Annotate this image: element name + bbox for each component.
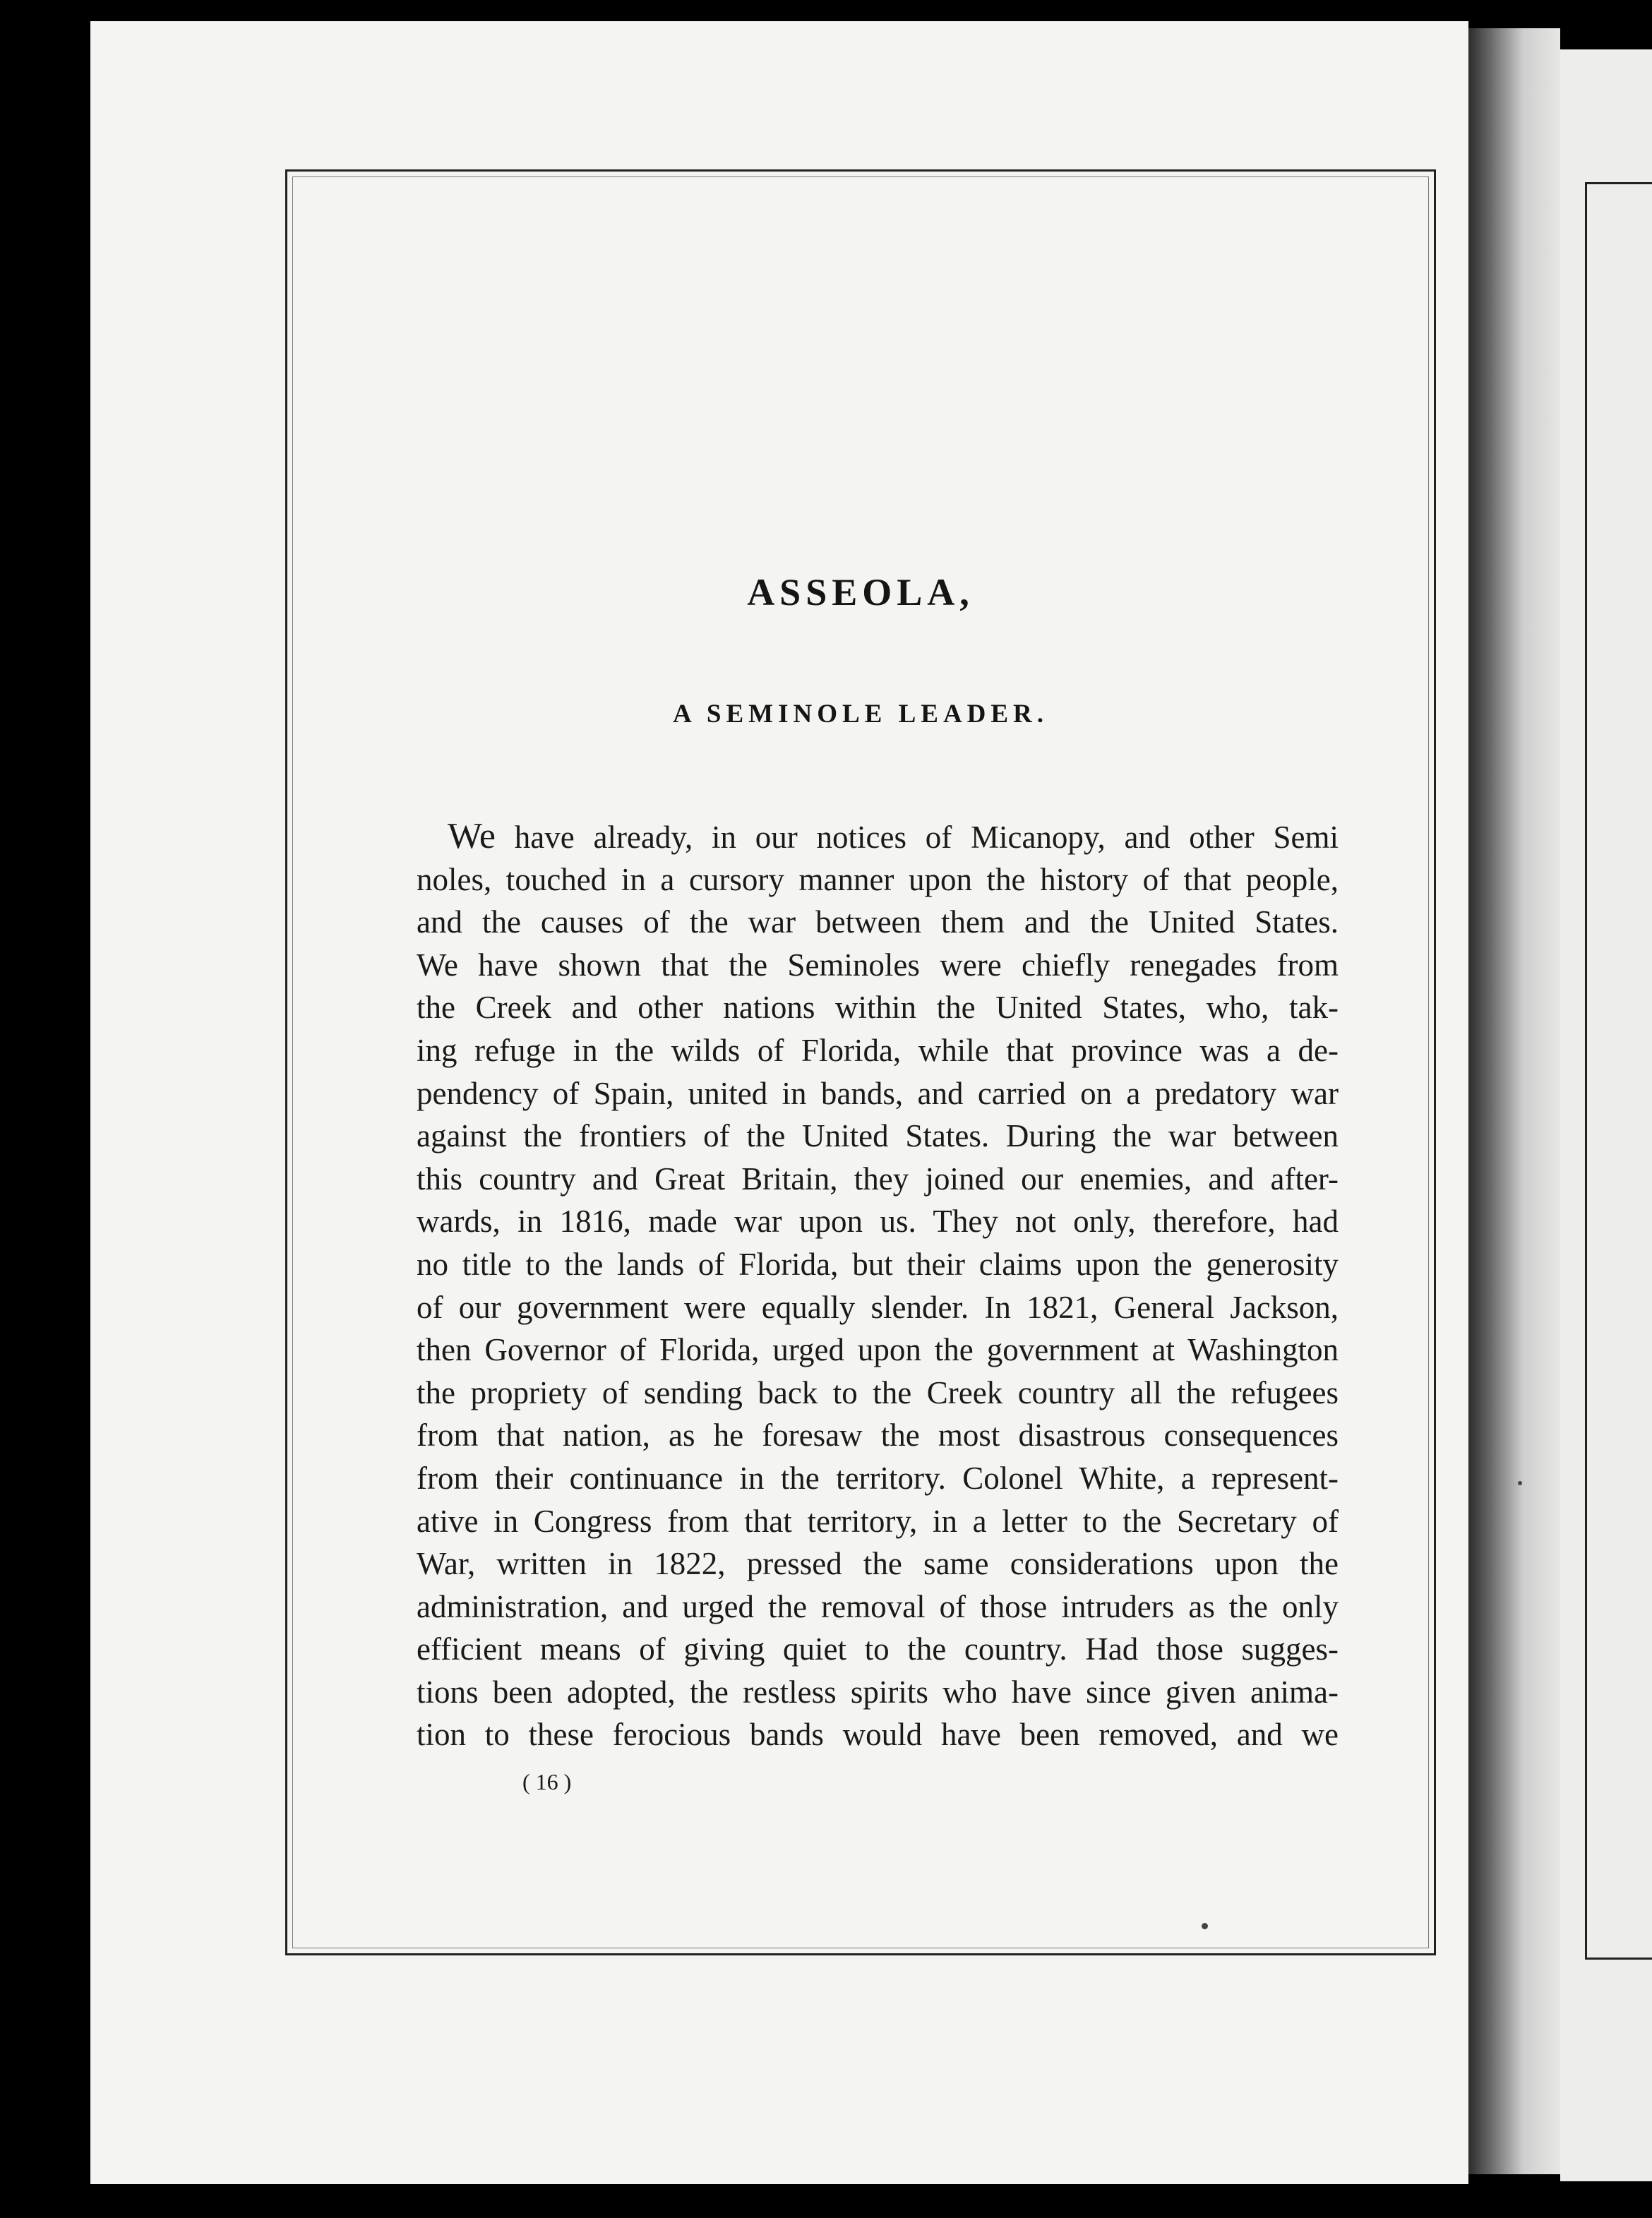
opening-word: We [448,816,496,856]
body-line: against the frontiers of the United States. During the war between [417,1118,1339,1154]
body-line: ative in Congress from that territory, in a letter to the Secretary of [417,1503,1339,1539]
body-line: and the causes of the war between them and the United States. [417,904,1339,940]
book-gutter [1468,28,1560,2174]
body-line: pendency of Spain, united in bands, and carried on a predatory war [417,1075,1339,1111]
body-line: wards, in 1816, made war upon us. They not only, therefore, had [417,1204,1339,1240]
page-number: ( 16 ) [522,1769,572,1794]
body-line: War, written in 1822, pressed the same considerations upon the [417,1546,1339,1582]
body-line: We have shown that the Seminoles were chiefly renegades from [417,947,1339,983]
chapter-subtitle: A SEMINOLE LEADER. [672,700,1049,729]
body-line: of our government were equally slender. In 1821, General Jackson, [417,1289,1339,1325]
body-line: tion to these ferocious bands would have been removed, and we [417,1717,1339,1753]
body-paragraph [417,815,1339,1756]
body-line: the propriety of sending back to the Creek country all the refugees [417,1374,1339,1410]
scan-speck [1518,1481,1522,1485]
body-line: noles, touched in a cursory manner upon the history of that people, [417,861,1339,897]
body-line: from their continuance in the territory. Colonel White, a represent- [417,1460,1339,1496]
body-line: ing refuge in the wilds of Florida, while that province was a de- [417,1032,1339,1068]
chapter-title: ASSEOLA, [747,571,974,613]
body-line: We have already, in our notices of Micanopy, and other Semi [448,816,1339,856]
body-line: administration, and urged the removal of those intruders as the only [417,1588,1339,1624]
body-line: efficient means of giving quiet to the country. Had those sugges- [417,1631,1339,1667]
body-line: this country and Great Britain, they joined our enemies, and after- [417,1161,1339,1197]
body-line: from that nation, as he foresaw the most disastrous consequences [417,1417,1339,1453]
adjacent-page-frame [1585,182,1652,1960]
body-line: no title to the lands of Florida, but their claims upon the generosity [417,1246,1339,1282]
body-line: the Creek and other nations within the United States, who, tak- [417,990,1339,1026]
body-line: then Governor of Florida, urged upon the government at Washington [417,1332,1339,1368]
body-line: tions been adopted, the restless spirits who have since given anima- [417,1674,1339,1710]
scan-speck [1202,1923,1208,1929]
